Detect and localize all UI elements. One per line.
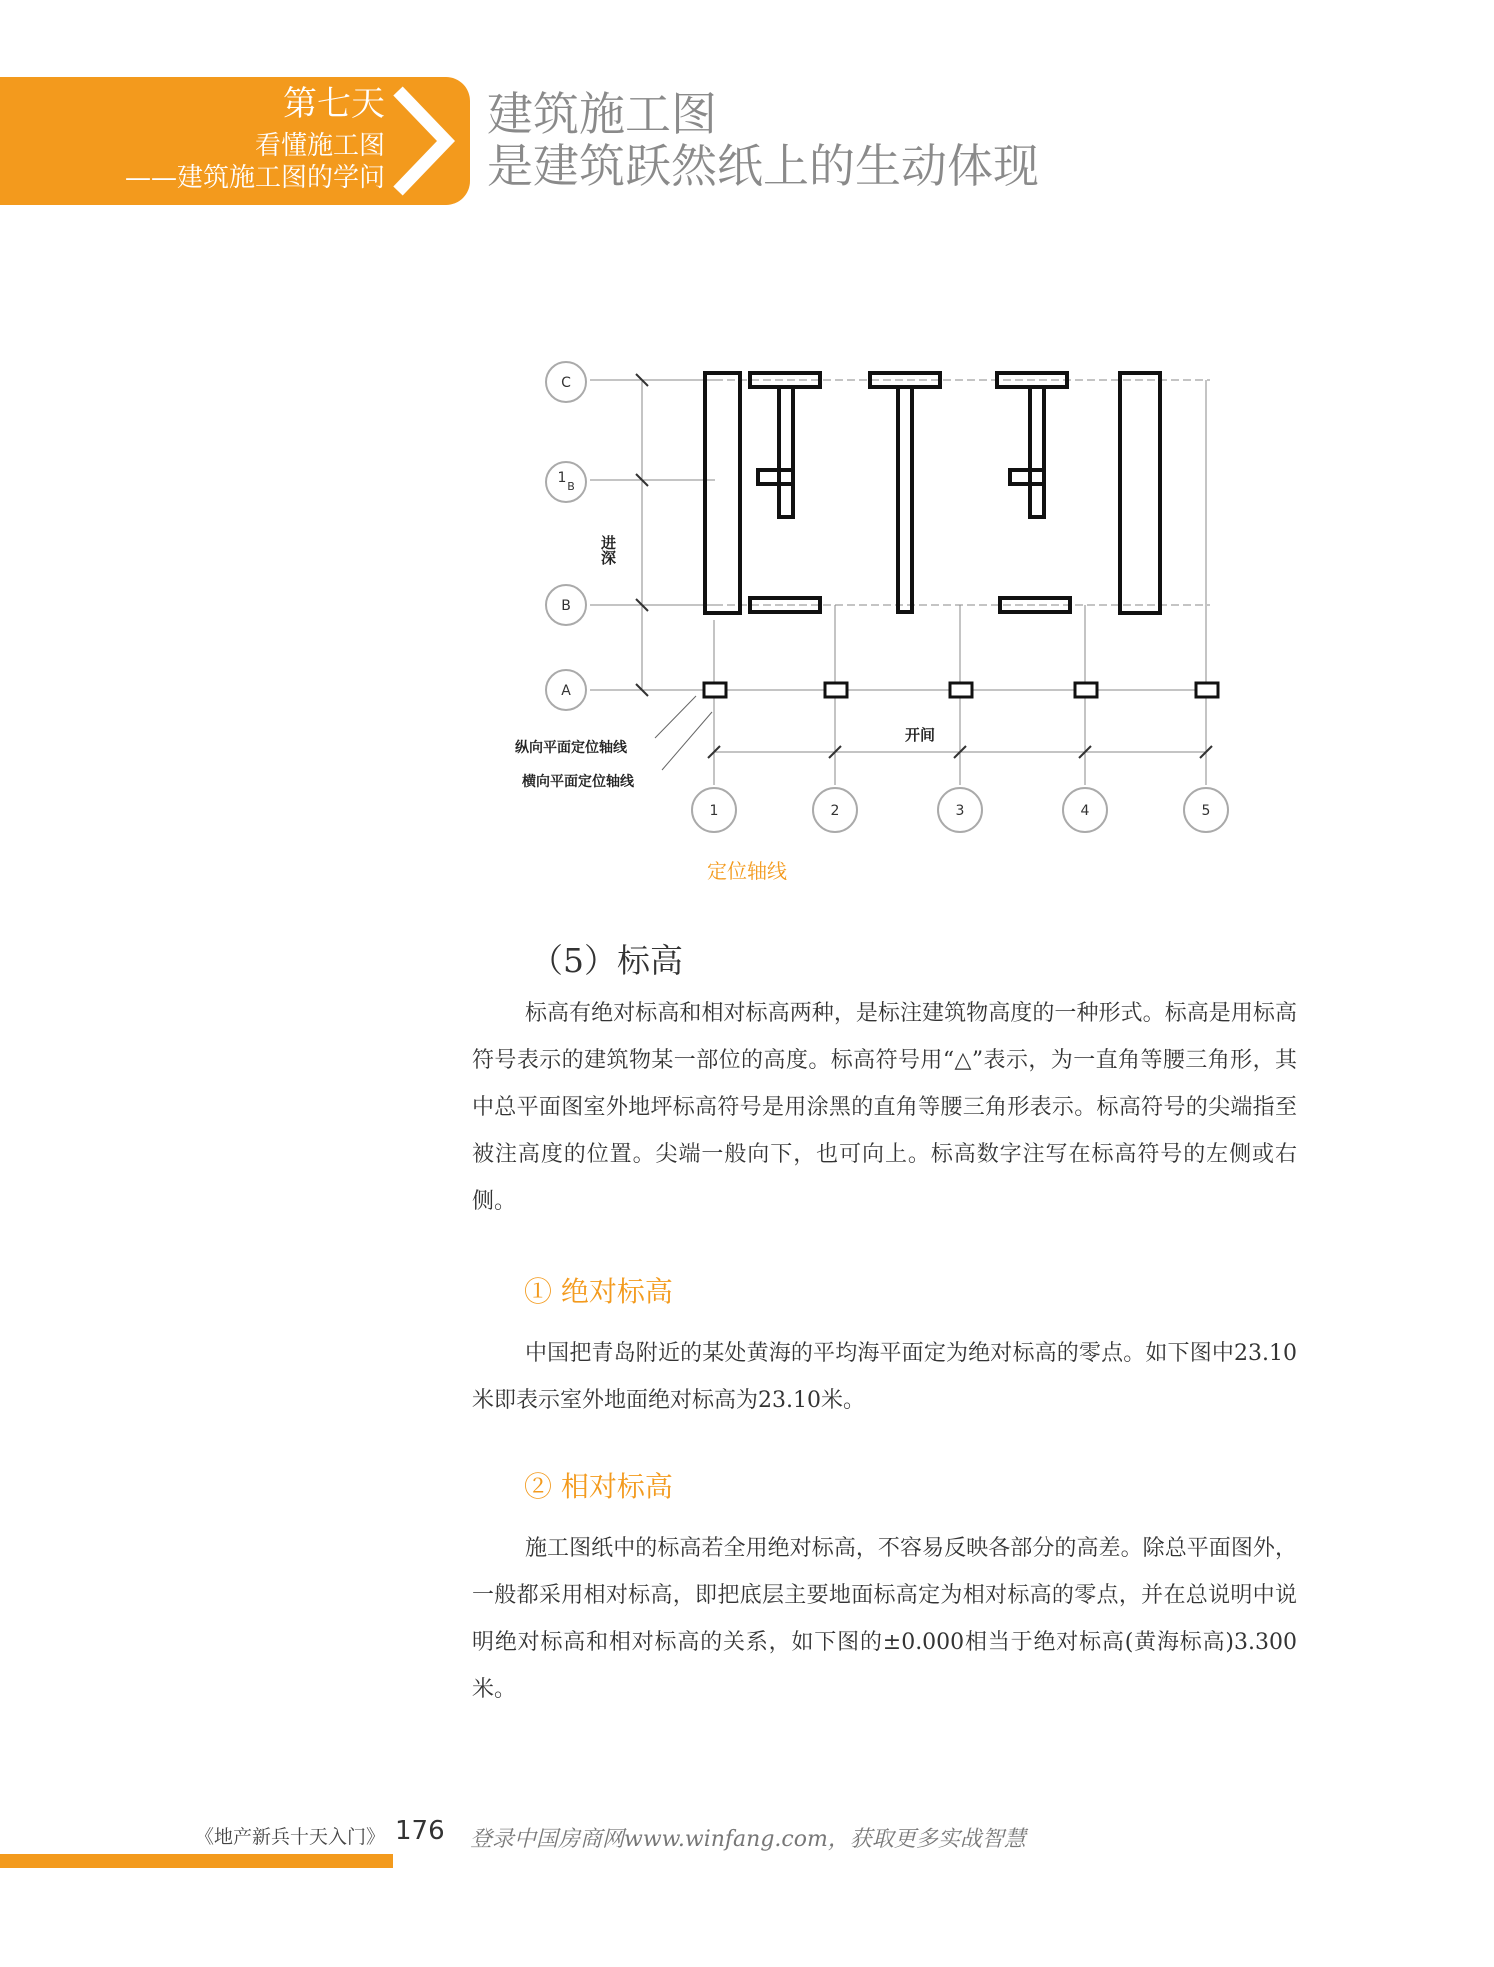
bay-label: 开间 — [905, 726, 936, 744]
section-title: （5）标高 — [530, 941, 683, 980]
chapter-label — [125, 77, 385, 205]
row-axis-label-1b-sub: B — [567, 480, 575, 493]
label-leaders — [655, 696, 712, 770]
chapter-day: 第七天 — [283, 84, 385, 124]
page-number: 176 — [395, 1816, 445, 1846]
footer-website-link[interactable]: 登录中国房商网www.winfang.com，获取更多实战智慧 — [470, 1827, 1026, 1852]
longitudinal-axis-label: 纵向平面定位轴线 — [515, 740, 627, 756]
column-axis-label: 1 — [709, 803, 719, 819]
subsection-text-relative: 施工图纸中的标高若全用绝对标高，不容易反映各部分的高差。除总平面图外，一般都采用相对标高，即把底层主要地面标高定为相对标高的零点，并在总说明中说明绝对标高和相对标高的关系，如下图的±0.000相当于绝对标高(黄海标高)3.300米。 — [472, 1536, 1297, 1702]
chapter-header-band — [0, 77, 470, 205]
column-axis-label: 4 — [1080, 803, 1090, 819]
chapter-title-line-1: 建筑施工图 — [487, 87, 717, 141]
column-axis-label: 2 — [830, 803, 840, 819]
subsection-title-absolute: ① 绝对标高 — [524, 1275, 673, 1308]
row-axis-label-b: B — [561, 598, 571, 614]
wall-plan — [705, 373, 1160, 613]
row-axis-label-1b: 1 — [557, 470, 567, 486]
axis-plan-figure — [500, 340, 1260, 900]
figure-caption: 定位轴线 — [707, 859, 787, 883]
transverse-axis-label: 横向平面定位轴线 — [522, 774, 634, 790]
footer-accent-bar — [0, 1854, 393, 1868]
row-axis-label-a: A — [561, 683, 571, 699]
depth-label: 进深 — [599, 535, 617, 565]
subsection-title-relative: ② 相对标高 — [524, 1470, 673, 1503]
row-axis-bubbles — [546, 362, 586, 710]
row-axis-label-c: C — [561, 375, 571, 391]
chevron-right-icon — [388, 83, 458, 199]
footer-book-title: 《地产新兵十天入门》 — [195, 1826, 386, 1848]
subsection-text-absolute: 中国把青岛附近的某处黄海的平均海平面定为绝对标高的零点。如下图中23.10米即表示室外地面绝对标高为23.10米。 — [472, 1341, 1297, 1413]
tick-marks — [636, 374, 1212, 758]
section-paragraph: 标高有绝对标高和相对标高两种，是标注建筑物高度的一种形式。标高是用标高符号表示的建筑物某一部位的高度。标高符号用“△”表示，为一直角等腰三角形，其中总平面图室外地坪标高符号是用涂黑的直角等腰三角形表示。标高符号的尖端指至被注高度的位置。尖端一般向下，也可向上。标高数字注写在标高符号的左侧或右侧。 — [472, 1001, 1297, 1214]
chapter-title-line-2: 是建筑跃然纸上的生动体现 — [487, 139, 1039, 193]
chapter-subtitle: 看懂施工图 — [254, 131, 385, 161]
chapter-title — [487, 88, 1039, 192]
column-axis-label: 3 — [955, 803, 965, 819]
chapter-subtitle-2: ——建筑施工图的学问 — [124, 163, 385, 193]
column-axis-label: 5 — [1201, 803, 1211, 819]
